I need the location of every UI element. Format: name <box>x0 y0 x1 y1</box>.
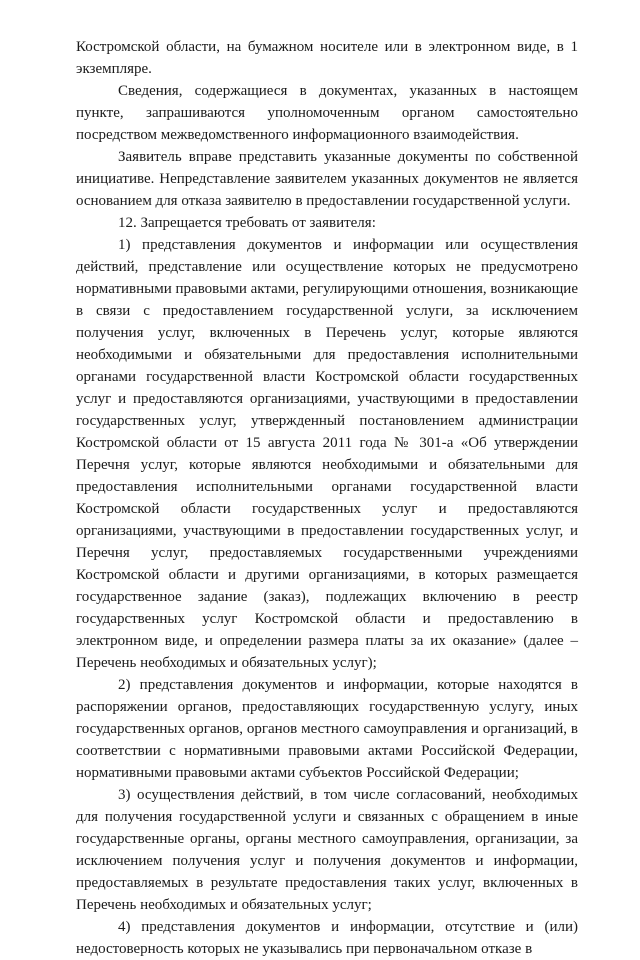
paragraph-item-12-heading: 12. Запрещается требовать от заявителя: <box>118 215 376 231</box>
paragraph-subitem-4: 4) представления документов и информации, отсутствие и (или) недостоверность которых не указывались при первоначальном отказе в <box>76 919 578 957</box>
paragraph-info-request: Сведения, содержащиеся в документах, указанных в настоящем пункте, запрашиваются уполномоченным органом самостоятельно посредством межведомственного информационного взаимодействия. <box>76 83 578 143</box>
paragraph-applicant-right: Заявитель вправе представить указанные документы по собственной инициативе. Непредставление заявителем указанных документов не является основанием для отказа заявителю в предоставлении государственной услуги. <box>76 149 578 209</box>
paragraph-subitem-3: 3) осуществления действий, в том числе согласований, необходимых для получения государственной услуги и связанных с обращением в иные государственные органы, органы местного самоуправления, организации, за исключением получения услуг и получения документов и информации, предоставляемых в результате предоставления таких услуг, включенных в Перечень необходимых и обязательных услуг; <box>76 787 578 913</box>
paragraph-continuation: Костромской области, на бумажном носителе или в электронном виде, в 1 экземпляре. <box>76 39 578 77</box>
paragraph-subitem-2: 2) представления документов и информации, которые находятся в распоряжении органов, предоставляющих государственную услугу, иных государственных органов, органов местного самоуправления и организаций, в соответствии с нормативными правовыми актами Российской Федерации, нормативными правовыми актами субъектов Российской Федерации; <box>76 677 578 781</box>
paragraph-subitem-1: 1) представления документов и информации или осуществления действий, представление или осуществление которых не предусмотрено нормативными правовыми актами, регулирующими отношения, возникающие в связи с предоставлением государственной услуги, за исключением получения услуг, включенных в Перечень услуг, которые являются необходимыми и обязательными для предоставления исполнительными органами государственной власти Костромской области государственных услуг и предоставляются организациями, участвующими в предоставлении государственных услуг, утвержденный постановлением администрации Костромской области от 15 августа 2011 года № 301-а «Об утверждении Перечня услуг, которые являются необходимыми и обязательными для предоставления исполнительными органами государственной власти Костромской области государственных услуг и предоставляются организациями, участвующими в предоставлении государственных услуг, и Перечня услуг, предоставляемых государственными учреждениями Костромской области и другими организациями, в которых размещается государственное задание (заказ), подлежащих включению в реестр государственных услуг Костромской области и предоставлению в электронном виде, и определении размера платы за их оказание» (далее – Перечень необходимых и обязательных услуг); <box>76 237 578 671</box>
